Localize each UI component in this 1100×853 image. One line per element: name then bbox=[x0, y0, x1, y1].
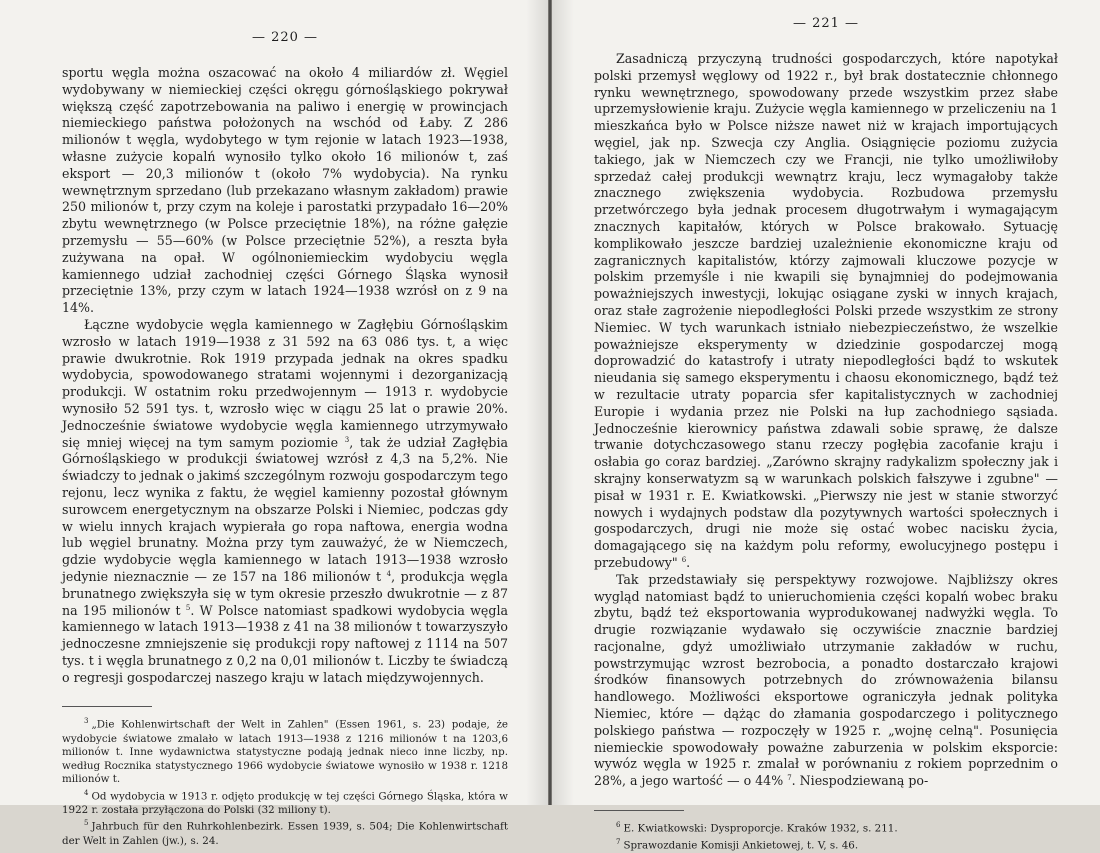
footnote: $^5$ Jahrbuch für den Ruhrkohlenbezirk. Essen 1939, s. 504; Die Kohlenwirtschaft der Welt in Zahlen (jw.), s. 24. bbox=[62, 819, 508, 847]
paragraph: sportu węgla można oszacować na około 4 miliardów zł. Węgiel wydobywany w niemieckiej części okręgu górnośląskiego pokrywał większą część zapotrzebowania na paliwo i energię w prowincjach niemieckiego państwa położonych na wschód od Łaby. Z 286 milionów t węgla, wydobytego w tym rejonie w latach 1923—1938, własne zużycie kopalń wynosiło tylko około 16 milionów t, zaś eksport — 20,3 milionów t (około 7% wydobycia). Na rynku wewnętrznym sprzedano (lub przekazano własnym zakładom) prawie 250 milionów t, przy czym na koleje i parostatki przypadało 16—20% zbytu wewnętrznego (w Polsce przeciętnie 18%), na różne gałęzie przemysłu — 55—60% (w Polsce przeciętnie 52%), a reszta była zużywana na opał. W ogólnoniemieckim wydobyciu węgla kamiennego udział zachodniej części Górnego Śląska wynosił przeciętnie 13%, przy czym w latach 1924—1938 wzrósł on z 9 na 14%. bbox=[62, 65, 508, 316]
page-number: — 221 — bbox=[792, 16, 860, 31]
footnotes bbox=[594, 819, 1058, 853]
footnote-ref: 4 bbox=[386, 569, 392, 578]
body-text bbox=[594, 51, 1058, 790]
footnote: $^6$ E. Kwiatkowski: Dysproporcje. Kraków 1932, s. 211. bbox=[616, 821, 898, 835]
paragraph: Tak przedstawiały się perspektywy rozwojowe. Najbliższy okres wygląd natomiast bądź to unieruchomienia części kopalń wobec braku zbytu, bądź też eksportowania wyprodukowanej nadwyżki węgla. To drugie rozwiązanie wydawało się oczywiście znacznie bardziej racjonalne, gdyż umożliwiało utrzymanie zakładów w ruchu, powstrzymując wzrost bezrobocia, a ponadto dostarczało krajowi środków finansowych potrzebnych do zrównoważenia bilansu handlowego. Możliwości eksportowe ograniczyła jednak polityka Niemiec, które — dążąc do złamania gospodarczego i politycznego polskiego państwa — rozpoczęły w 1925 r. „wojnę celną". Posunięcia niemieckie spowodowały poważne zaburzenia w polskim eksporcie: wywóz węgla w 1925 r. zmalał w porównaniu z rokiem poprzednim o 28%, a jego wartość — o 44% $^7$. Niespodziewaną po- bbox=[594, 571, 1058, 789]
footnote: $^4$ Od wydobycia w 1913 r. odjęto produkcję w tej części Górnego Śląska, która w 1922 r. została przyłączona do Polski (32 miliony t). bbox=[62, 788, 508, 816]
footnote-ref: 5 bbox=[185, 603, 191, 612]
left-page bbox=[0, 0, 548, 847]
paragraph: Zasadniczą przyczyną trudności gospodarczych, które napotykał polski przemysł węglowy od 1922 r., był brak dostatecznie chłonnego rynku wewnętrznego, spowodowany przede wszystkim przez słabe uprzemysłowienie kraju. Zużycie węgla kamiennego w przeliczeniu na 1 mieszkańca było w Polsce niższe nawet niż w krajach importujących węgiel, jak np. Szwecja czy Anglia. Osiągnięcie poziomu zużycia takiego, jak w Niemczech czy we Francji, nie tylko umożliwiłoby sprzedaż całej produkcji wewnątrz kraju, lecz wymagałoby także znacznego zwiększenia wydobycia. Rozbudowa przemysłu przetwórczego była jednak procesem długotrwałym i wymagającym znacznych kapitałów, których w Polsce brakowało. Sytuację komplikowało jeszcze bardziej uzależnienie ekonomiczne kraju od zagranicznych kapitalistów, którzy zajmowali kluczowe pozycje w polskim przemyśle i nie kwapili się bynajmniej do podejmowania poważniejszych inwestycji, lokując osiągane zyski w innych krajach, oraz stałe zagrożenie niepodległości Polski przede wszystkim ze strony Niemiec. W tych warunkach istniało niebezpieczeństwo, że wszelkie poważniejsze eksperymenty w dziedzinie gospodarczej mogą doprowadzić do katastrofy i utraty niepodległości bądź to wskutek nieudania się samego eksperymentu i chaosu ekonomicznego, bądź też w rezultacie utraty poparcia sfer kapitalistycznych w zachodniej Europie i wydania przez nie Polski na łup zachodniego sąsiada. Jednocześnie kierownicy państwa zdawali sobie sprawę, że dalsze trwanie dotychczasowego stanu rzeczy pogłębia zacofanie kraju i osłabia go coraz bardziej. „Zarówno skrajny radykalizm społeczny jak i skrajny konserwatyzm są w warunkach polskich fałszywe i zgubne" — pisał w 1931 r. E. Kwiatkowski. „Pierwszy nie jest w stanie stworzyć nowych i wydajnych podstaw dla pozytywnych wartości społecznych i gospodarczych, drugi nie może się ostać wobec nacisku życia, domagającego się na każdym polu reformy, ewolucyjnego postępu i przebudowy" $^6$. bbox=[594, 51, 1058, 570]
page-number: — 220 — bbox=[251, 30, 319, 45]
footnote-ref: 6 bbox=[681, 555, 687, 564]
footnotes bbox=[62, 715, 508, 848]
footnote-ref: 3 bbox=[344, 435, 350, 444]
right-page bbox=[552, 0, 1100, 852]
footnote-divider bbox=[594, 810, 684, 811]
body-text bbox=[62, 65, 508, 686]
paragraph: Łączne wydobycie węgla kamiennego w Zagłębiu Górnośląskim wzrosło w latach 1919—1938 z 31 592 na 63 086 tys. t, a więc prawie dwukrotnie. Rok 1919 przypada jednak na okres spadku wydobycia, spowodowanego stratami wojennymi i dezorganizacją produkcji. W ostatnim roku przedwojennym — 1913 r. wydobycie wynosiło 52 591 tys. t, wzrosło więc w ciągu 25 lat o prawie 20%. Jednocześnie światowe wydobycie węgla kamiennego utrzymywało się mniej więcej na tym samym poziomie $^3$, tak że udział Zagłębia Górnośląskiego w produkcji światowej wzrósł z 4,3 na 5,2%. Nie świadczy to jednak o jakimś szczególnym rozwoju gospodarczym tego rejonu, lecz wynika z faktu, że węgiel kamienny pozostał głównym surowcem energetycznym na obszarze Polski i Niemiec, podczas gdy w wielu innych krajach wypierała go ropa naftowa, energia wodna lub węgiel brunatny. Można przy tym zauważyć, że w Niemczech, gdzie wydobycie węgla kamiennego w latach 1913—1938 wzrosło jedynie nieznacznie — ze 157 na 186 milionów t $^4$, produkcja węgla brunatnego zwiększyła się w tym okresie przeszło dwukrotnie — z 87 na 195 milionów t $^5$. W Polsce natomiast spadkowi wydobycia węgla kamiennego w latach 1913—1938 z 41 na 38 milionów t towarzyszyło jednoczesne zmniejszenie się produkcji ropy naftowej z 1114 na 507 tys. t i węgla brunatnego z 0,2 na 0,01 milionów t. Liczby te świadczą o regresji gospodarczej naszego kraju w latach międzywojennych. bbox=[62, 316, 509, 685]
footnote-divider bbox=[62, 706, 152, 707]
page-shadow bbox=[526, 0, 548, 805]
footnote: $^7$ Sprawozdanie Komisji Ankietowej, t. V, s. 46. bbox=[616, 838, 859, 852]
page-shadow bbox=[552, 0, 574, 805]
footnote-ref: 7 bbox=[787, 774, 792, 783]
footnote: $^3$ „Die Kohlenwirtschaft der Welt in Zahlen" (Essen 1961, s. 23) podaje, że wydobycie światowe zmalało w latach 1913—1938 z 1216 milionów t na 1203,6 milionów t. Inne wydawnictwa statystyczne podają jednak nieco inne liczby, np. według Rocznika statystycznego 1966 wydobycie światowe wynosiło w 1938 r. 1218 milionów t. bbox=[62, 717, 508, 786]
